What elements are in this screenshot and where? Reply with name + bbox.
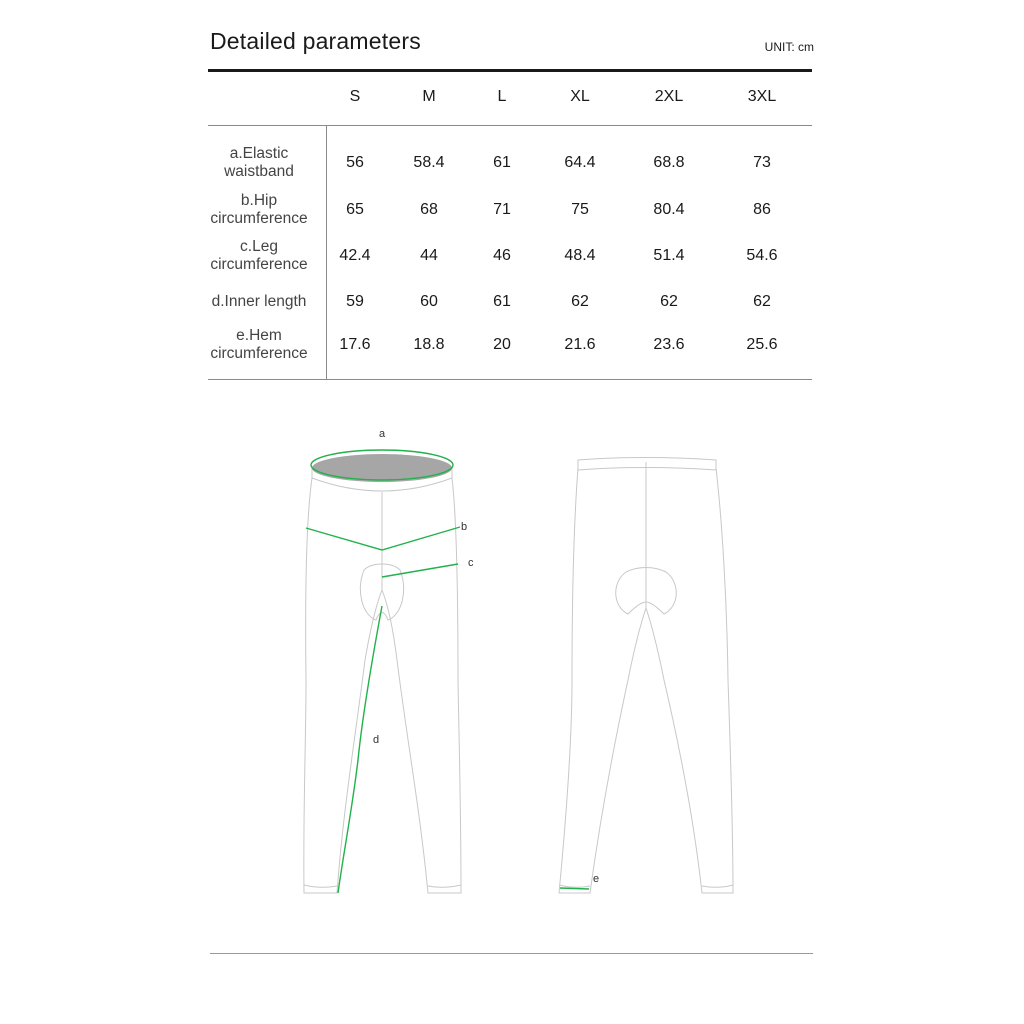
table-cell: 60 [420,293,438,310]
size-header-l: L [497,88,507,105]
table-cell: 17.6 [339,336,371,353]
table-cell: 62 [571,293,589,310]
table-cell: 65 [346,201,364,218]
table-cell: 62 [660,293,678,310]
table-cell: 75 [571,201,589,218]
table-cell: 23.6 [653,336,685,353]
table-cell: 44 [420,247,438,264]
hem-measure-line [560,888,589,889]
page-title: Detailed parameters [210,28,421,54]
table-cell: 62 [753,293,771,310]
table-cell: 73 [753,154,771,171]
hip-measure-line [306,527,460,550]
marker-a: a [379,428,386,440]
marker-e: e [593,873,600,885]
pants-back-view [559,458,733,894]
table-cell: 51.4 [653,247,685,264]
row-label: c.Leg circumference [210,238,308,273]
table-cell: 58.4 [413,154,445,171]
table-cell: 54.6 [746,247,778,264]
marker-d: d [373,734,380,746]
table-cell: 18.8 [413,336,445,353]
table-cell: 20 [493,336,511,353]
table-cell: 56 [346,154,364,171]
row-label: a.Elastic waistband [224,145,294,180]
row-label: d.Inner length [211,293,307,310]
table-cell: 68.8 [653,154,685,171]
table-cell: 61 [493,154,511,171]
table-cell: 21.6 [564,336,596,353]
table-cell: 25.6 [746,336,778,353]
table-cell: 46 [493,247,511,264]
table-cell: 42.4 [339,247,371,264]
size-header-m: M [422,88,436,105]
unit-label: UNIT: cm [764,40,814,54]
table-cell: 68 [420,201,438,218]
row-label: e.Hem circumference [210,327,308,362]
table-cell: 80.4 [653,201,685,218]
size-header-2xl: 2XL [654,88,684,105]
marker-b: b [461,521,468,533]
inner-length-measure-line [338,606,382,893]
table-cell: 61 [493,293,511,310]
table-cell: 48.4 [564,247,596,264]
table-cell: 64.4 [564,154,596,171]
marker-c: c [468,557,474,569]
table-cell: 59 [346,293,364,310]
size-header-3xl: 3XL [747,88,777,105]
pants-front-view [304,468,461,893]
waistband-opening [312,454,452,482]
size-header-xl: XL [570,88,590,105]
size-header-s: S [349,88,361,105]
row-label: b.Hip circumference [210,192,308,227]
table-cell: 86 [753,201,771,218]
table-cell: 71 [493,201,511,218]
page-bottom-rule [210,953,813,954]
